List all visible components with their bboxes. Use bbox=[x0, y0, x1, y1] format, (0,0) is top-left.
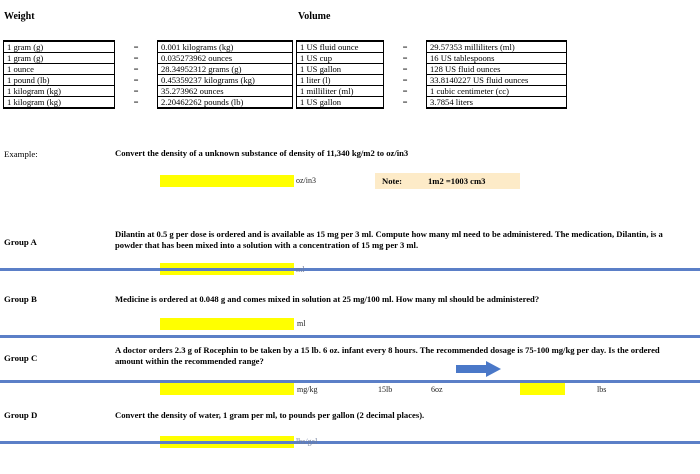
unit-to-cell: 0.001 kilograms (kg) bbox=[158, 41, 293, 53]
unit-from-cell: 1 pound (lb) bbox=[4, 75, 115, 86]
group-b-unit: ml bbox=[297, 319, 306, 328]
equals-sign: = bbox=[133, 41, 139, 52]
unit-to-cell: 28.34952312 grams (g) bbox=[158, 64, 293, 75]
group-b-answer-field[interactable] bbox=[160, 318, 294, 330]
unit-from-cell: 1 US gallon bbox=[297, 97, 384, 109]
group-c-weight-answer-field[interactable] bbox=[520, 383, 565, 395]
group-d-unit: lbs/gal bbox=[296, 437, 318, 446]
unit-to-cell: 35.273962 ounces bbox=[158, 86, 293, 97]
unit-to-cell: 1 cubic centimeter (cc) bbox=[427, 86, 567, 97]
unit-from-cell: 1 US gallon bbox=[297, 64, 384, 75]
unit-to-cell: 16 US tablespoons bbox=[427, 53, 567, 64]
weight-conversion-table bbox=[3, 40, 293, 109]
conversion-row bbox=[297, 53, 567, 64]
unit-from-cell: 1 US cup bbox=[297, 53, 384, 64]
conversion-row bbox=[4, 64, 293, 75]
unit-from-cell: 1 milliliter (ml) bbox=[297, 86, 384, 97]
conversion-row bbox=[4, 75, 293, 86]
group-a-divider bbox=[0, 268, 700, 271]
unit-to-cell: 0.45359237 kilograms (kg) bbox=[158, 75, 293, 86]
conversion-row bbox=[4, 41, 293, 53]
example-question: Convert the density of a unknown substance of density of 11,340 kg/m2 to oz/in3 bbox=[115, 148, 409, 158]
note-text: 1m2 =1003 cm3 bbox=[428, 176, 486, 186]
unit-to-cell: 3.7854 liters bbox=[427, 97, 567, 109]
equals-sign: = bbox=[133, 97, 139, 108]
equals-sign: = bbox=[133, 75, 139, 85]
group-a-question: Dilantin at 0.5 g per dose is ordered and is available as 15 mg per 3 ml. Compute how many ml need to be administered. The medication, Dilantin, is a powder that has been mixed into a solution with a concentration of 15 mg per 3 ml. bbox=[115, 229, 663, 250]
arrow-right-icon bbox=[456, 361, 502, 377]
group-c-question: A doctor orders 2.3 g of Rocephin to be taken by a 15 lb. 6 oz. infant every 8 hours. The recommended dosage is 75-100 mg/kg per day. Is the ordered amount within the recommended range? bbox=[115, 345, 660, 366]
conversion-row bbox=[4, 53, 293, 64]
equals-sign: = bbox=[402, 86, 408, 96]
conversion-row bbox=[297, 64, 567, 75]
conversion-row bbox=[297, 75, 567, 86]
unit-from-cell: 1 gram (g) bbox=[4, 41, 115, 53]
equals-sign: = bbox=[402, 75, 408, 85]
equals-sign: = bbox=[402, 64, 408, 74]
weight-header: Weight bbox=[4, 11, 35, 22]
group-a-label: Group A bbox=[4, 237, 37, 247]
group-c-answer-unit: lbs bbox=[597, 385, 607, 394]
group-b-divider bbox=[0, 335, 700, 338]
equals-sign: = bbox=[402, 97, 408, 108]
unit-from-cell: 1 kilogram (kg) bbox=[4, 86, 115, 97]
volume-header: Volume bbox=[298, 11, 331, 22]
example-answer-field[interactable] bbox=[160, 175, 294, 187]
unit-from-cell: 1 liter (l) bbox=[297, 75, 384, 86]
conversion-row bbox=[297, 41, 567, 53]
group-c-weight-oz: 6oz bbox=[431, 385, 443, 394]
example-label: Example: bbox=[4, 149, 38, 159]
example-unit: oz/in3 bbox=[296, 176, 316, 185]
unit-from-cell: 1 kilogram (kg) bbox=[4, 97, 115, 109]
equals-sign: = bbox=[133, 53, 139, 63]
equals-sign: = bbox=[402, 53, 408, 63]
group-c-unit: mg/kg bbox=[297, 385, 318, 394]
group-d-divider bbox=[0, 441, 700, 444]
unit-from-cell: 1 gram (g) bbox=[4, 53, 115, 64]
unit-to-cell: 0.035273962 ounces bbox=[158, 53, 293, 64]
unit-to-cell: 33.8140227 US fluid ounces bbox=[427, 75, 567, 86]
conversion-row bbox=[297, 86, 567, 97]
group-c-weight-lb: 15lb bbox=[378, 385, 393, 394]
note-box bbox=[375, 173, 520, 189]
equals-sign: = bbox=[133, 86, 139, 96]
group-b-question: Medicine is ordered at 0.048 g and comes mixed in solution at 25 mg/100 ml. How many ml should be administered? bbox=[115, 294, 540, 304]
group-c-answer-field[interactable] bbox=[160, 383, 294, 395]
unit-from-cell: 1 US fluid ounce bbox=[297, 41, 384, 53]
volume-conversion-table bbox=[296, 40, 567, 109]
group-a-unit: ml bbox=[296, 265, 305, 274]
unit-to-cell: 128 US fluid ounces bbox=[427, 64, 567, 75]
group-b-label: Group B bbox=[4, 294, 37, 304]
unit-to-cell: 29.57353 milliliters (ml) bbox=[427, 41, 567, 53]
group-c-divider bbox=[0, 380, 700, 383]
note-label: Note: bbox=[382, 176, 403, 186]
conversion-row bbox=[4, 86, 293, 97]
equals-sign: = bbox=[402, 41, 408, 52]
unit-to-cell: 2.20462262 pounds (lb) bbox=[158, 97, 293, 109]
equals-sign: = bbox=[133, 64, 139, 74]
conversion-row bbox=[4, 97, 293, 109]
conversion-row bbox=[297, 97, 567, 109]
group-c-label: Group C bbox=[4, 353, 38, 363]
unit-from-cell: 1 ounce bbox=[4, 64, 115, 75]
group-d-label: Group D bbox=[4, 410, 38, 420]
group-d-question: Convert the density of water, 1 gram per ml, to pounds per gallon (2 decimal places). bbox=[115, 410, 425, 420]
